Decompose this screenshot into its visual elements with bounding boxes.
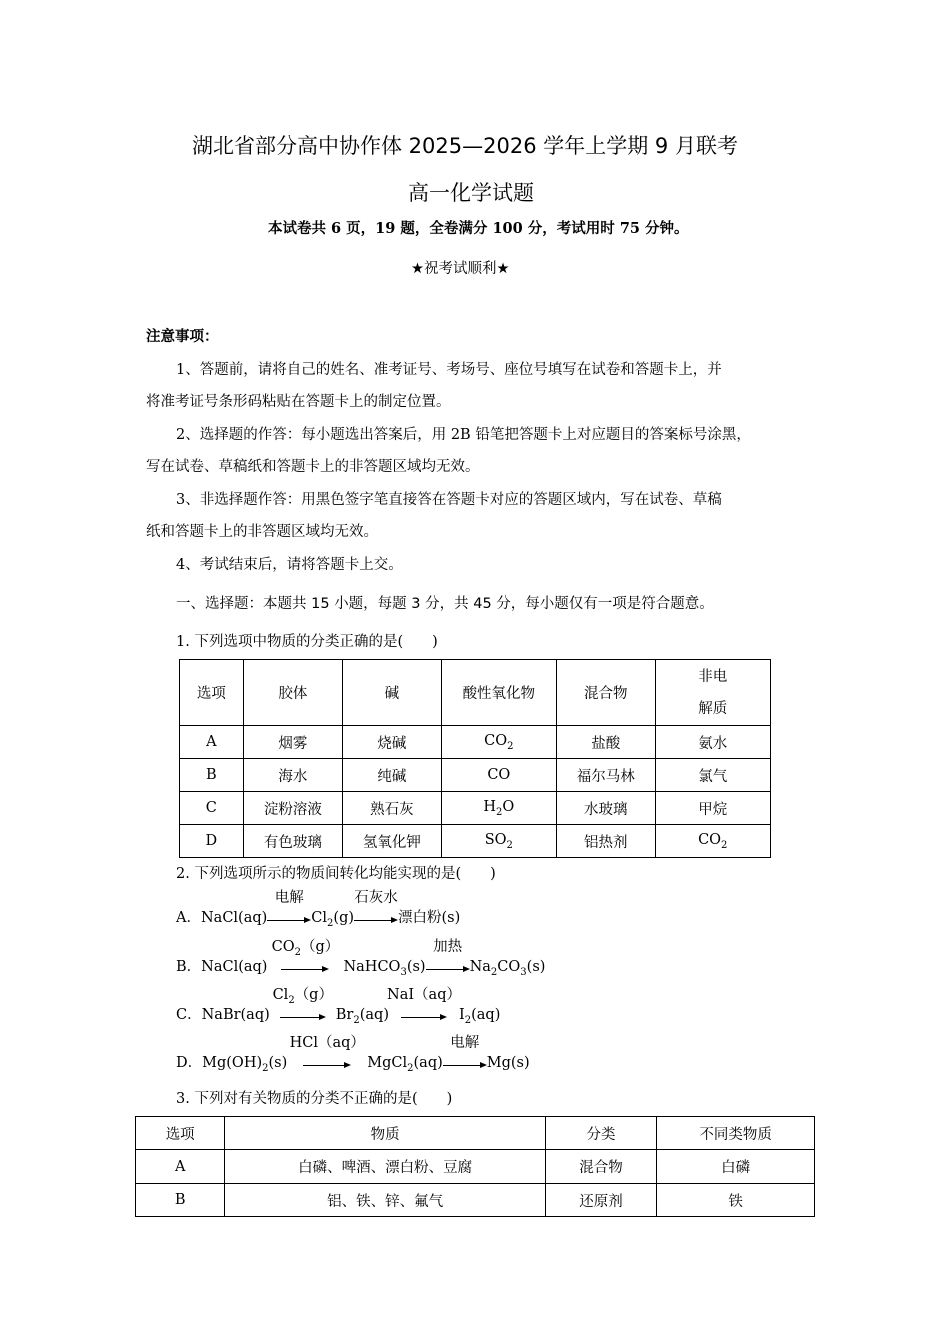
table-cell: 还原剂 — [545, 1184, 656, 1217]
option-label: C． — [176, 1007, 202, 1023]
table-header-cell: 胶体 — [243, 660, 342, 726]
table-header-cell: 不同类物质 — [657, 1117, 815, 1150]
reaction-arrow-icon — [354, 890, 398, 928]
table-cell: 烧碱 — [343, 726, 441, 759]
formula-subscript: 3 — [400, 966, 407, 978]
exam-title: 湖北省部分高中协作体 2025—2026 学年上学期 9 月联考 — [192, 134, 738, 158]
formula-text: CO — [497, 959, 521, 975]
formula-subscript: 2 — [506, 839, 513, 851]
notice-line: 3、非选择题作答：用黑色签字笔直接答在答题卡对应的答题区域内，写在试卷、草稿 — [176, 492, 722, 508]
option-b[interactable] — [176, 939, 546, 978]
table-cell: 淀粉溶液 — [243, 792, 342, 825]
table-cell: 烟雾 — [243, 726, 342, 759]
table-header-cell: 碱 — [343, 660, 441, 726]
formula-text: （g） — [301, 939, 340, 955]
formula-text: (aq) — [413, 1055, 443, 1071]
table-row — [180, 726, 771, 759]
table-cell: C — [180, 792, 244, 825]
reaction-condition: 加热 — [433, 939, 463, 955]
exam-subtitle: 高一化学试题 — [408, 181, 534, 205]
table-cell: B — [136, 1184, 225, 1217]
table-cell: 混合物 — [545, 1150, 656, 1184]
formula-text: O — [502, 798, 515, 815]
question-1-stem: 1. 下列选项中物质的分类正确的是( ) — [176, 634, 438, 650]
table-cell: CO — [441, 759, 556, 792]
table-row — [136, 1184, 815, 1217]
table-cell: 海水 — [243, 759, 342, 792]
reaction-arrow-icon — [272, 987, 333, 1025]
table-row — [180, 825, 771, 858]
table-header-cell: 分类 — [545, 1117, 656, 1150]
table-header-row — [180, 660, 771, 726]
formula-subscript: 2 — [407, 1062, 414, 1074]
table-cell: 福尔马林 — [557, 759, 655, 792]
reactant: NaBr(aq) — [201, 1007, 270, 1023]
table-cell: 有色玻璃 — [243, 825, 342, 858]
table-cell: 白磷 — [657, 1150, 815, 1184]
notice-heading: 注意事项： — [146, 328, 219, 345]
option-label: B． — [176, 959, 202, 975]
notice-line: 2、选择题的作答：每小题选出答案后，用 2B 铅笔把答题卡上对应题目的答案标号涂黑， — [176, 427, 751, 443]
table-cell: A — [136, 1150, 225, 1184]
table-cell — [441, 726, 556, 759]
question-1-table — [179, 659, 771, 858]
formula-text: I — [459, 1007, 465, 1023]
table-cell: 水玻璃 — [557, 792, 655, 825]
table-header-cell — [655, 660, 771, 726]
table-header-cell: 物质 — [225, 1117, 546, 1150]
section-prefix: 一、选择题： — [176, 596, 263, 612]
table-cell: 甲烷 — [655, 792, 771, 825]
formula-text: Na — [469, 959, 491, 975]
formula-text: H — [483, 798, 497, 815]
table-header-row — [136, 1117, 815, 1150]
table-header-cell: 选项 — [180, 660, 244, 726]
formula-text: CO — [484, 732, 508, 749]
formula-subscript: 2 — [507, 740, 514, 752]
notice-line: 纸和答题卡上的非答题区域均无效。 — [146, 524, 378, 540]
formula-text: (aq) — [471, 1007, 501, 1023]
table-cell — [441, 792, 556, 825]
section-heading — [176, 592, 714, 613]
option-label: D． — [176, 1055, 203, 1071]
option-d[interactable] — [176, 1035, 530, 1074]
table-cell: 铝热剂 — [557, 825, 655, 858]
table-row — [180, 759, 771, 792]
header-text-line: 解质 — [698, 700, 728, 717]
question-3-table — [135, 1116, 815, 1217]
formula-text: CO — [698, 831, 722, 848]
header-text-line: 非电 — [698, 668, 728, 685]
formula-text: (s) — [268, 1055, 288, 1071]
reactant: NaCl(aq) — [201, 959, 268, 975]
reaction-condition — [267, 935, 343, 958]
formula-text: Cl — [272, 987, 289, 1003]
table-cell: 纯碱 — [343, 759, 441, 792]
formula-subscript: 2 — [464, 1014, 472, 1026]
table-cell — [441, 825, 556, 858]
section-description: 本题共 15 小题，每题 3 分，共 45 分，每小题仅有一项是符合题意。 — [263, 596, 714, 612]
reaction-condition: NaI（aq） — [387, 987, 461, 1003]
option-label: A． — [176, 910, 201, 926]
formula-text: （g） — [294, 987, 333, 1003]
formula-text: (s) — [526, 959, 546, 975]
table-cell: 铁 — [657, 1184, 815, 1217]
reaction-arrow-icon — [271, 939, 340, 977]
formula-subscript: 2 — [490, 966, 498, 978]
formula-text: Mg(OH) — [202, 1055, 263, 1071]
question-2-stem: 2. 下列选项所示的物质间转化均能实现的是( ) — [176, 866, 496, 882]
notice-line: 1、答题前，请将自己的姓名、准考证号、考场号、座位号填写在试卷和答题卡上，并 — [176, 362, 722, 378]
reaction-arrow-icon — [387, 987, 461, 1025]
formula-text: (g) — [333, 910, 355, 926]
reaction-condition: 电解 — [274, 890, 304, 906]
formula-subscript: 2 — [721, 839, 728, 851]
table-cell: 盐酸 — [557, 726, 655, 759]
formula-text: (s) — [406, 959, 426, 975]
formula-text: SO — [484, 831, 507, 848]
table-cell: 氢氧化钾 — [343, 825, 441, 858]
option-a[interactable] — [176, 890, 461, 929]
table-cell: 白磷、啤酒、漂白粉、豆腐 — [225, 1150, 546, 1184]
formula-text: CO — [271, 939, 295, 955]
formula-subscript: 2 — [496, 806, 503, 818]
table-row — [136, 1150, 815, 1184]
table-cell: B — [180, 759, 244, 792]
table-header-cell: 混合物 — [557, 660, 655, 726]
table-cell: 氯气 — [655, 759, 771, 792]
table-cell — [655, 825, 771, 858]
reaction-arrow-icon — [289, 1035, 365, 1073]
table-header-cell: 酸性氧化物 — [441, 660, 556, 726]
notice-line: 4、考试结束后，请将答题卡上交。 — [176, 557, 403, 573]
reaction-condition — [266, 983, 340, 1006]
formula-text: Cl — [311, 910, 328, 926]
formula-subscript: 2 — [353, 1014, 360, 1026]
exam-info: 本试卷共 6 页，19 题，全卷满分 100 分，考试用时 75 分钟。 — [268, 220, 689, 237]
formula-subscript: 2 — [262, 1062, 269, 1074]
reactant: NaCl(aq) — [200, 910, 268, 926]
formula-subscript: 2 — [294, 946, 301, 958]
option-c[interactable] — [176, 987, 501, 1026]
reaction-arrow-icon — [443, 1035, 487, 1073]
formula-subscript: 2 — [327, 917, 334, 929]
table-cell: D — [180, 825, 244, 858]
formula-subscript: 2 — [288, 994, 295, 1006]
notice-line: 将准考证号条形码粘贴在答题卡上的制定位置。 — [146, 394, 451, 410]
good-luck-text: ★祝考试顺利★ — [411, 261, 510, 277]
product: Mg(s) — [486, 1055, 530, 1071]
formula-text: (aq) — [359, 1007, 389, 1023]
table-cell: 氨水 — [655, 726, 771, 759]
reaction-arrow-icon — [267, 890, 311, 928]
table-cell: A — [180, 726, 244, 759]
reaction-condition: 石灰水 — [354, 890, 398, 906]
product: 漂白粉(s) — [398, 910, 461, 926]
formula-text: MgCl — [367, 1055, 408, 1071]
table-row — [180, 792, 771, 825]
formula-subscript: 3 — [520, 966, 527, 978]
question-3-stem: 3. 下列对有关物质的分类不正确的是( ) — [176, 1091, 453, 1107]
table-cell: 铝、铁、锌、氟气 — [225, 1184, 546, 1217]
reaction-arrow-icon — [426, 939, 470, 977]
reaction-condition: 电解 — [450, 1035, 480, 1051]
table-header-cell: 选项 — [136, 1117, 225, 1150]
formula-text: NaHCO — [343, 959, 401, 975]
notice-line: 写在试卷、草稿纸和答题卡上的非答题区域均无效。 — [146, 459, 480, 475]
table-cell: 熟石灰 — [343, 792, 441, 825]
reaction-condition: HCl（aq） — [289, 1035, 365, 1051]
formula-text: Br — [335, 1007, 354, 1023]
